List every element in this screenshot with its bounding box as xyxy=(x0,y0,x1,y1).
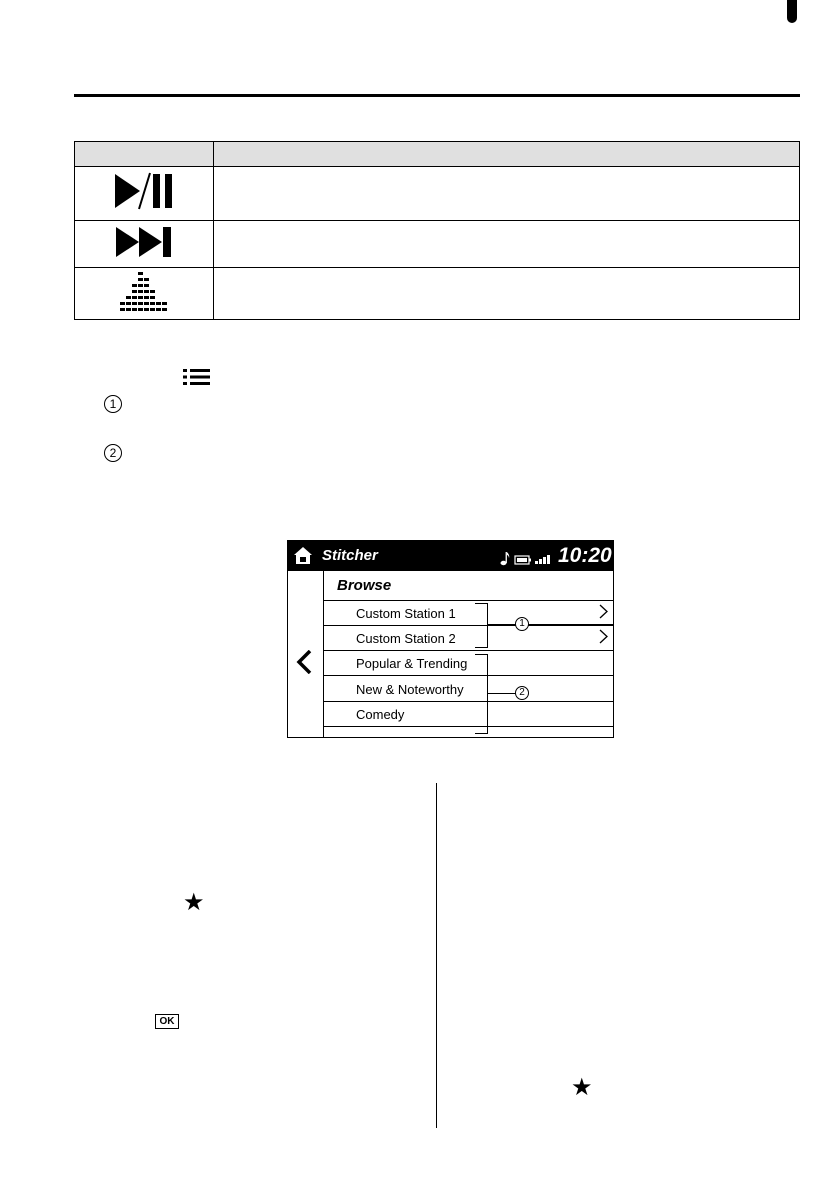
control-table xyxy=(74,141,800,320)
list-item-custom-station-1[interactable]: Custom Station 1 xyxy=(356,606,456,621)
column-divider xyxy=(436,783,437,1128)
skip-forward-icon xyxy=(115,226,173,258)
page-tab xyxy=(787,0,797,23)
clock: 10:20 xyxy=(558,544,612,567)
stitcher-screen xyxy=(287,540,614,738)
battery-icon xyxy=(515,556,531,564)
table-icon-cell xyxy=(75,167,214,221)
music-note-icon xyxy=(501,552,510,565)
row-divider xyxy=(324,726,613,727)
list-icon xyxy=(183,368,211,386)
equalizer-icon xyxy=(119,269,169,313)
table-row xyxy=(75,221,800,268)
row-divider xyxy=(324,625,613,626)
row-divider xyxy=(324,600,613,601)
table-icon-cell xyxy=(75,221,214,268)
table-description-cell xyxy=(214,268,800,320)
table-description-cell xyxy=(214,221,800,268)
callout-line-2 xyxy=(488,693,516,694)
browse-title: Browse xyxy=(337,577,392,594)
callout-line-1 xyxy=(488,624,613,625)
row-divider xyxy=(324,701,613,702)
signal-icon xyxy=(535,555,550,564)
callout-number-1: 1 xyxy=(515,617,529,631)
callout-bracket-1 xyxy=(475,603,488,648)
callout-bracket-2 xyxy=(475,654,488,734)
callout-number-2: 2 xyxy=(515,686,529,700)
table-header-cell xyxy=(75,142,214,167)
screen-header xyxy=(288,541,613,571)
table-header-row xyxy=(75,142,800,167)
back-icon[interactable] xyxy=(296,650,312,674)
chevron-right-icon[interactable] xyxy=(599,629,608,644)
row-divider xyxy=(324,650,613,651)
table-icon-cell xyxy=(75,268,214,320)
legend-callout-2: 2 xyxy=(104,444,122,462)
star-icon: ★ xyxy=(571,1074,593,1101)
back-divider xyxy=(323,571,324,737)
table-row xyxy=(75,167,800,221)
star-icon: ★ xyxy=(183,889,205,916)
ok-button-icon: OK xyxy=(155,1014,179,1029)
row-divider xyxy=(324,675,613,676)
play-pause-icon xyxy=(113,172,175,210)
status-icons xyxy=(500,552,554,566)
chevron-right-icon[interactable] xyxy=(599,604,608,619)
list-item-custom-station-2[interactable]: Custom Station 2 xyxy=(356,631,456,646)
header-rule xyxy=(74,94,800,97)
table-header-cell xyxy=(214,142,800,167)
home-icon[interactable] xyxy=(294,547,312,564)
list-item-comedy[interactable]: Comedy xyxy=(356,707,405,722)
table-description-cell xyxy=(214,167,800,221)
list-item-popular-trending[interactable]: Popular & Trending xyxy=(356,656,468,671)
legend-callout-1: 1 xyxy=(104,395,122,413)
table-row xyxy=(75,268,800,320)
app-title: Stitcher xyxy=(322,547,378,564)
list-item-new-noteworthy[interactable]: New & Noteworthy xyxy=(356,682,464,697)
